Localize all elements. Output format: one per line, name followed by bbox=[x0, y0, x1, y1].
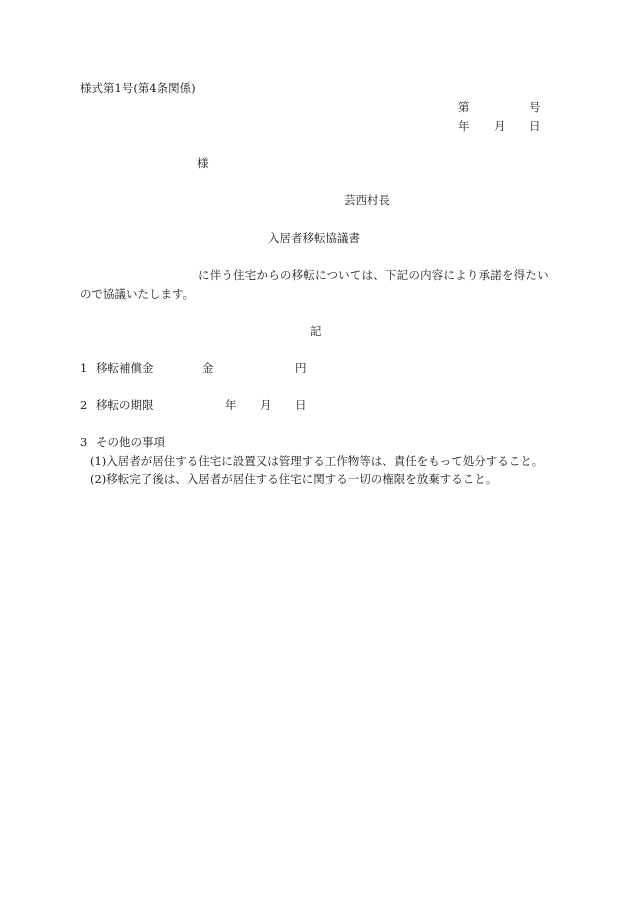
item-2-year: 年 bbox=[225, 398, 237, 412]
document-title: 入居者移転協議書 bbox=[268, 231, 360, 245]
ki-heading: 記 bbox=[310, 324, 322, 338]
item-3-number: 3 bbox=[80, 435, 88, 449]
item-2-number: 2 bbox=[80, 398, 88, 412]
item-3-sub-2: (2)移転完了後は、入居者が居住する住宅に関する一切の権限を放棄すること。 bbox=[90, 472, 498, 486]
item-2-day: 日 bbox=[295, 398, 307, 412]
item-2-label: 移転の期限 bbox=[96, 398, 154, 412]
item-2-month: 月 bbox=[260, 398, 272, 412]
item-3-sub-1: (1)入居者が居住する住宅に設置又は管理する工作物等は、責任をもって処分すること。 bbox=[90, 454, 544, 468]
item-1-number: 1 bbox=[80, 361, 88, 375]
body-line-2: ので協議いたします。 bbox=[80, 287, 195, 301]
issuer: 芸西村長 bbox=[344, 193, 390, 207]
item-1-label: 移転補償金 bbox=[96, 361, 154, 375]
date-year-label: 年 bbox=[458, 119, 470, 133]
doc-number-suffix: 号 bbox=[529, 100, 541, 114]
form-header: 様式第1号(第4条関係) bbox=[80, 81, 196, 95]
date-month-label: 月 bbox=[494, 119, 506, 133]
body-line-1: に伴う住宅からの移転については、下記の内容により承諾を得たい bbox=[198, 268, 549, 282]
item-3-label: その他の事項 bbox=[96, 435, 165, 449]
item-1-kin: 金 bbox=[202, 361, 214, 375]
date-day-label: 日 bbox=[529, 119, 541, 133]
addressee-suffix: 様 bbox=[197, 156, 209, 170]
item-1-yen: 円 bbox=[295, 361, 307, 375]
doc-number-prefix: 第 bbox=[458, 100, 470, 114]
